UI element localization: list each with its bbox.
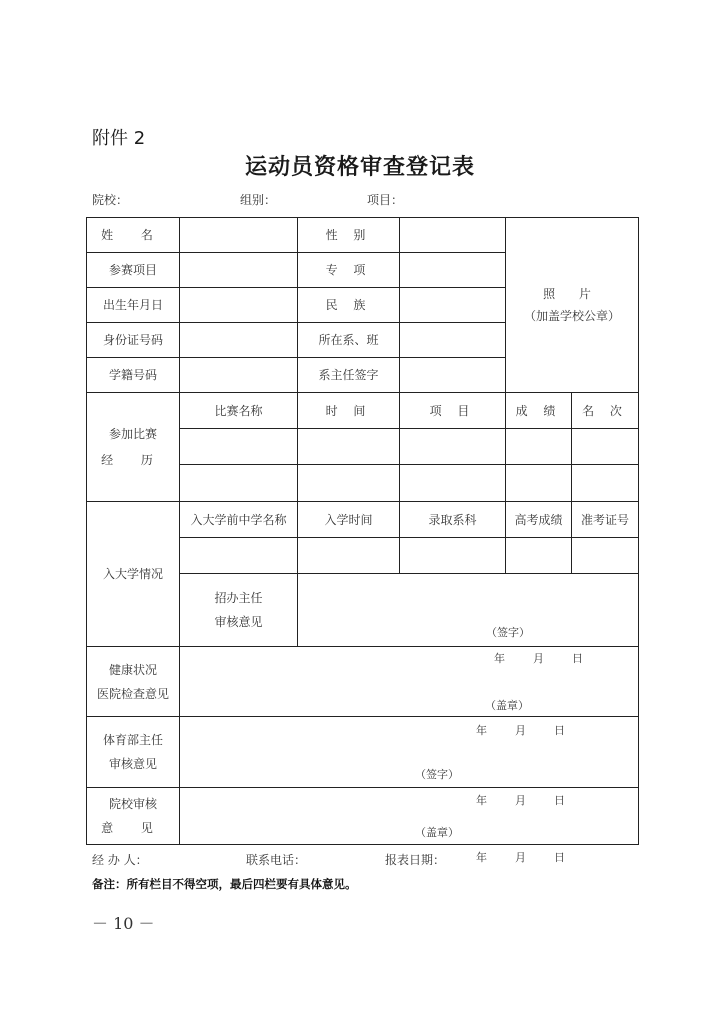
page-number: － 10 － (92, 914, 155, 933)
health-label: 健康状况 医院检查意见 (87, 647, 180, 717)
admission-cell[interactable] (400, 538, 506, 574)
admission-review-label: 招办主任 审核意见 (180, 574, 298, 647)
competition-col-rank: 名 次 (572, 393, 639, 429)
health-stamp-note: （盖章） (485, 698, 529, 712)
attachment-label: 附件 2 (92, 128, 146, 149)
student-no-field[interactable] (180, 358, 298, 393)
admission-cell[interactable] (298, 538, 400, 574)
school-stamp-note: （盖章） (415, 826, 459, 839)
competition-col-result: 成 绩 (506, 393, 572, 429)
admission-label: 入大学情况 (87, 502, 180, 647)
admission-col-dept: 录取系科 (400, 502, 506, 538)
specialty-field[interactable] (400, 253, 506, 288)
gender-field[interactable] (400, 218, 506, 253)
admission-col-school: 入大学前中学名称 (180, 502, 298, 538)
admission-col-score: 高考成绩 (506, 502, 572, 538)
school-review-date: 年 月 日 (476, 851, 565, 864)
school-label: 院校： (92, 193, 129, 207)
admission-cell[interactable] (572, 538, 639, 574)
photo-note: （加盖学校公章） (524, 309, 621, 323)
handler-label: 经 办 人： (92, 853, 148, 867)
health-date: 年 月 日 (476, 723, 565, 737)
name-field[interactable] (180, 218, 298, 253)
gender-label: 性 别 (298, 218, 400, 253)
competition-cell[interactable] (298, 429, 400, 465)
competition-cell[interactable] (180, 465, 298, 502)
competition-cell[interactable] (298, 465, 400, 502)
pe-date: 年 月 日 (476, 794, 565, 807)
student-no-label: 学籍号码 (87, 358, 180, 393)
specialty-label: 专 项 (298, 253, 400, 288)
admission-cell[interactable] (506, 538, 572, 574)
pe-field[interactable] (180, 717, 639, 807)
pe-sign-note: （签字） (415, 768, 459, 781)
phone-label: 联系电话： (246, 853, 307, 867)
admission-date: 年 月 日 (494, 652, 583, 665)
birth-field[interactable] (180, 288, 298, 323)
director-sign-field[interactable] (400, 358, 506, 393)
admission-col-time: 入学时间 (298, 502, 400, 538)
competition-cell[interactable] (572, 429, 639, 465)
competition-cell[interactable] (572, 465, 639, 502)
group-label: 组别： (240, 193, 277, 207)
photo-box[interactable] (506, 218, 639, 393)
competition-cell[interactable] (180, 429, 298, 465)
report-date-label: 报表日期： (385, 853, 446, 867)
department-label: 所在系、班 (298, 323, 400, 358)
event-row-label: 参赛项目 (87, 253, 180, 288)
event-label: 项目： (367, 193, 404, 207)
id-number-field[interactable] (180, 323, 298, 358)
pe-label: 体育部主任 审核意见 (87, 717, 180, 788)
photo-label: 照 片 (543, 287, 601, 301)
department-field[interactable] (400, 323, 506, 358)
competition-col-name: 比赛名称 (180, 393, 298, 429)
birth-label: 出生年月日 (87, 288, 180, 323)
ethnicity-label: 民 族 (298, 288, 400, 323)
name-label: 姓 名 (87, 218, 180, 253)
admission-cell[interactable] (180, 538, 298, 574)
competition-col-time: 时 间 (298, 393, 400, 429)
admission-review-field[interactable] (298, 574, 639, 665)
competition-cell[interactable] (400, 465, 506, 502)
admission-sign-note: （签字） (486, 626, 530, 639)
director-sign-label: 系主任签字 (298, 358, 400, 393)
form-title: 运动员资格审查登记表 (244, 154, 475, 180)
competition-label: 参加比赛 经 历 (87, 393, 180, 502)
ethnicity-field[interactable] (400, 288, 506, 323)
admission-col-exam-no: 准考证号 (572, 502, 639, 538)
remark-note: 备注：所有栏目不得空项，最后四栏要有具体意见。 (92, 877, 357, 891)
competition-cell[interactable] (506, 429, 572, 465)
id-number-label: 身份证号码 (87, 323, 180, 358)
competition-cell[interactable] (506, 465, 572, 502)
competition-cell[interactable] (400, 429, 506, 465)
school-review-label: 院校审核 意 见 (87, 788, 180, 845)
competition-col-event: 项 目 (400, 393, 506, 429)
event-field[interactable] (180, 253, 298, 288)
